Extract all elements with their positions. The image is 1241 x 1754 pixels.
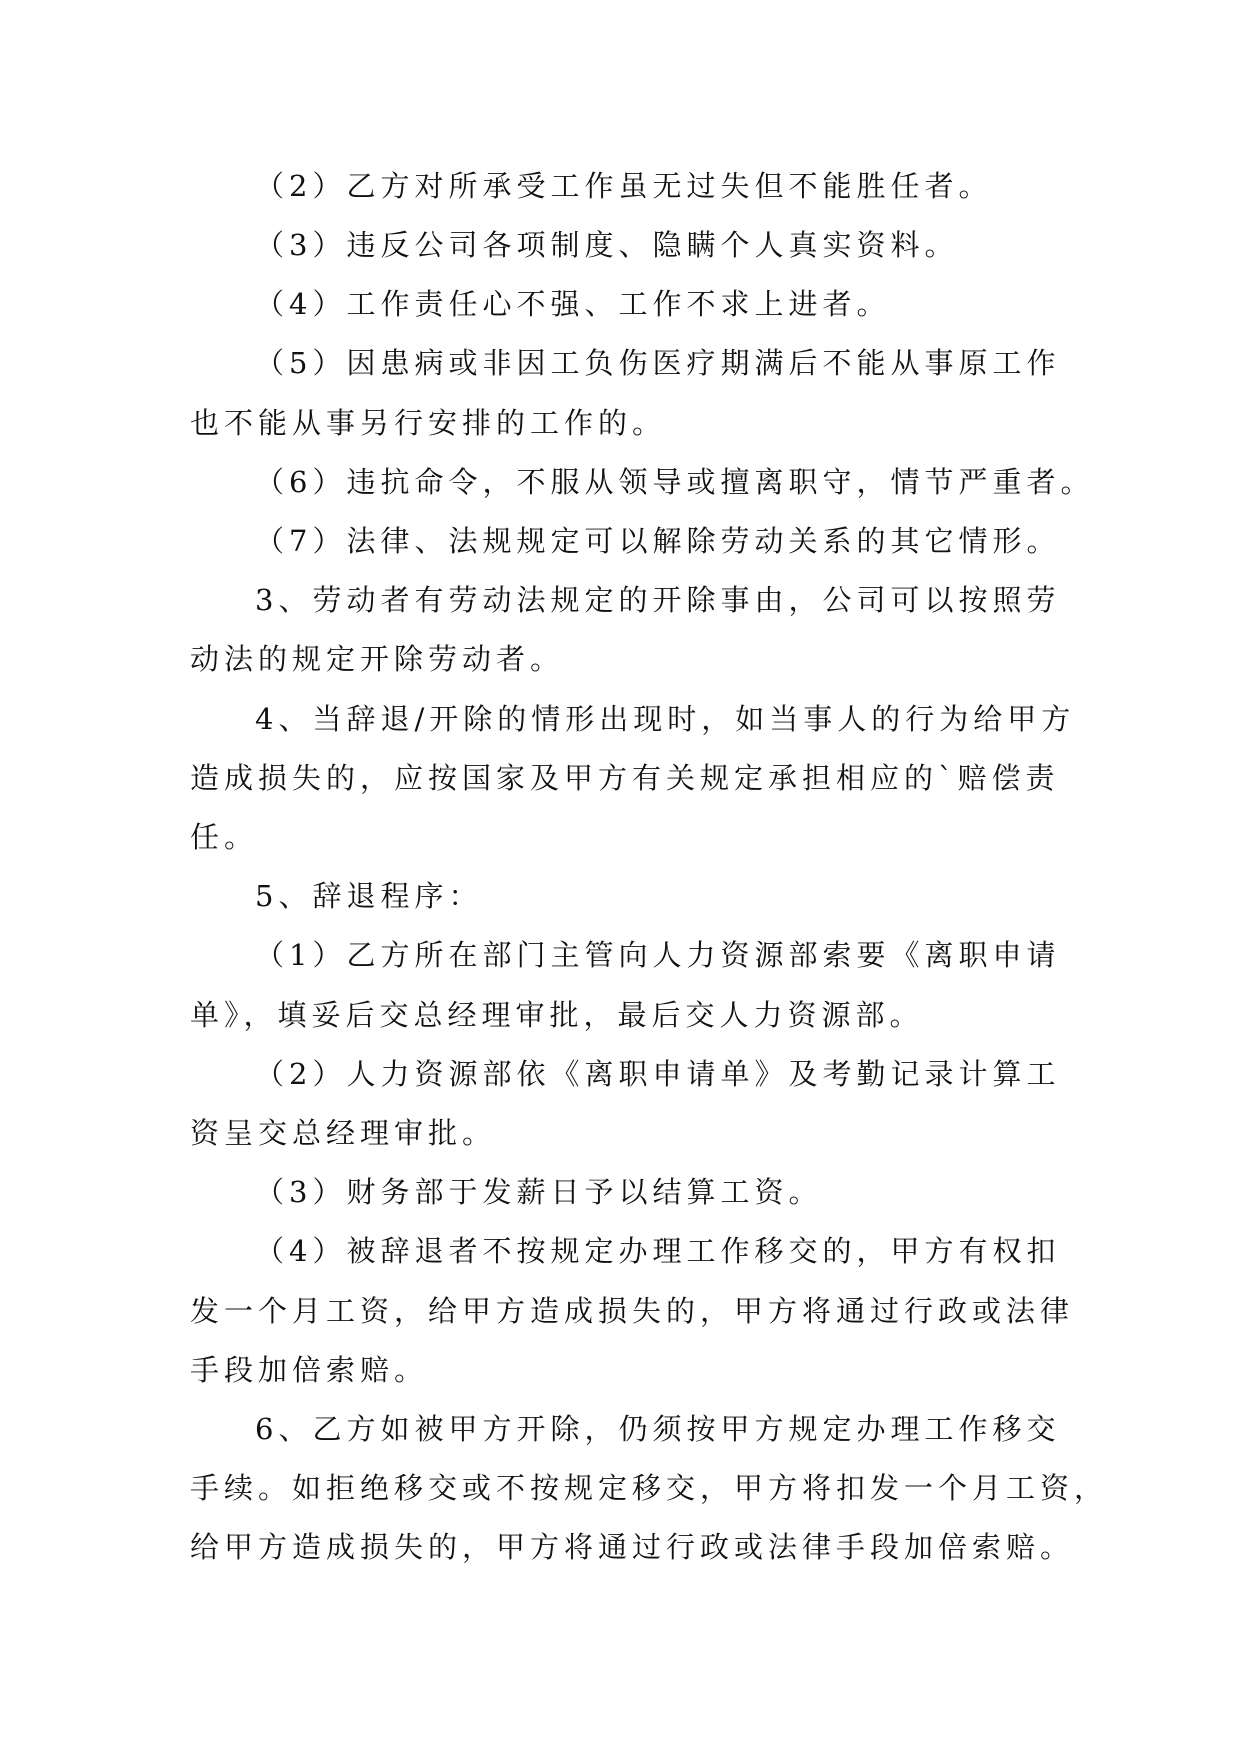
- text-line-16: （2）人力资源部依《离职申请单》及考勤记录计算工: [255, 1057, 1061, 1091]
- text-line-14: （1）乙方所在部门主管向人力资源部索要《离职申请: [255, 938, 1061, 972]
- text-line-15: 单》，填妥后交总经理审批，最后交人力资源部。: [190, 998, 924, 1032]
- text-line-20: 发一个月工资，给甲方造成损失的，甲方将通过行政或法律: [190, 1294, 1075, 1328]
- text-line-12: 任。: [190, 820, 259, 854]
- text-line-10: 4、当辞退/开除的情形出现时，如当事人的行为给甲方: [255, 702, 1076, 736]
- text-line-11: 造成损失的，应按国家及甲方有关规定承担相应的`赔偿责: [190, 761, 1060, 795]
- text-line-17: 资呈交总经理审批。: [190, 1116, 497, 1150]
- text-line-24: 给甲方造成损失的，甲方将通过行政或法律手段加倍索赔。: [190, 1530, 1075, 1564]
- text-line-22: 6、乙方如被甲方开除，仍须按甲方规定办理工作移交: [255, 1412, 1061, 1446]
- text-line-6: （6）违抗命令，不服从领导或擅离职守，情节严重者。: [255, 465, 1095, 499]
- text-line-7: （7）法律、法规规定可以解除劳动关系的其它情形。: [255, 524, 1061, 558]
- text-line-18: （3）财务部于发薪日予以结算工资。: [255, 1175, 823, 1209]
- text-line-5: 也不能从事另行安排的工作的。: [190, 406, 667, 440]
- text-line-4: （5）因患病或非因工负伤医疗期满后不能从事原工作: [255, 346, 1061, 380]
- text-line-9: 动法的规定开除劳动者。: [190, 642, 565, 676]
- text-line-19: （4）被辞退者不按规定办理工作移交的，甲方有权扣: [255, 1234, 1061, 1268]
- text-line-21: 手段加倍索赔。: [190, 1353, 429, 1387]
- text-line-8: 3、劳动者有劳动法规定的开除事由，公司可以按照劳: [255, 583, 1061, 617]
- text-line-13: 5、辞退程序：: [255, 879, 483, 913]
- text-line-1: （2）乙方对所承受工作虽无过失但不能胜任者。: [255, 169, 993, 203]
- text-line-2: （3）违反公司各项制度、隐瞒个人真实资料。: [255, 228, 959, 262]
- text-line-23: 手续。如拒绝移交或不按规定移交，甲方将扣发一个月工资，: [190, 1471, 1109, 1505]
- text-line-3: （4）工作责任心不强、工作不求上进者。: [255, 287, 891, 321]
